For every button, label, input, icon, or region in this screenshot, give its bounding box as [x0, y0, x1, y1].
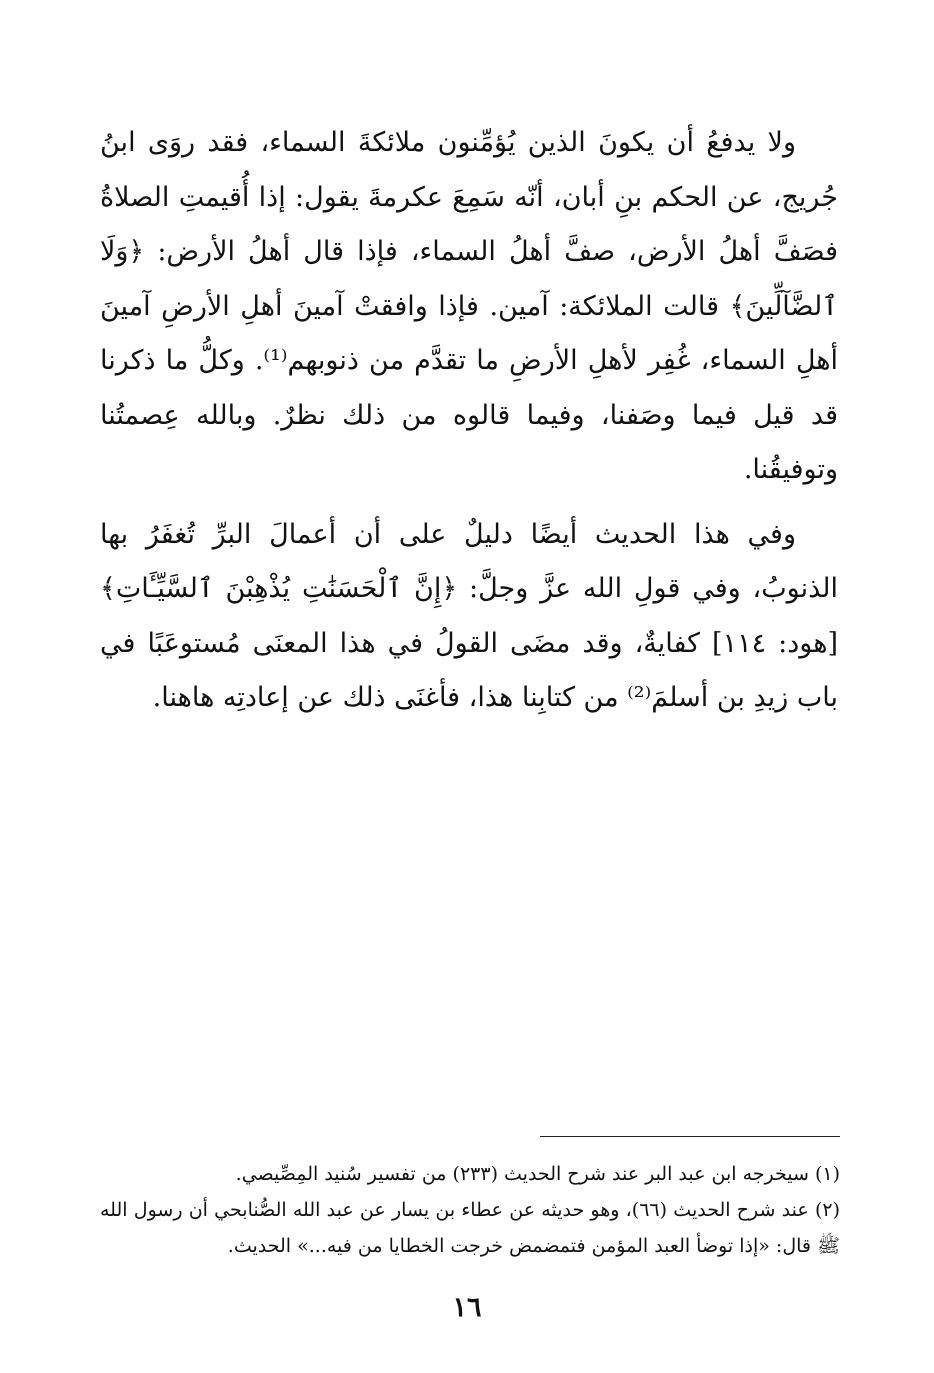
main-text-body: [100, 116, 838, 736]
footnotes: [100, 1156, 840, 1264]
page-number: ١٦: [452, 1292, 482, 1323]
footnote-1: (١) سيخرجه ابن عبد البر عند شرح الحديث (٢٣٣) من تفسير سُنيد المِصِّيصي.: [235, 1163, 840, 1185]
footnote-2: (٢) عند شرح الحديث (٦٦)، وهو حديثه عن عطاء بن يسار عن عبد الله الصُّنابحي أن رسول الله ﷺ قال: «إذا توضأ العبد المؤمن فتمضمض خرجت الخطايا من فيه...» الحديث.: [100, 1199, 840, 1257]
footnote-divider: [540, 1136, 840, 1137]
paragraph-1: ولا يدفعُ أن يكونَ الذين يُؤمِّنون ملائكةَ السماء، فقد روَى ابنُ جُريج، عن الحكم بنِ أبان، أنّه سَمِعَ عكرمةَ يقول: إذا أُقيمتِ الصلاةُ فصَفَّ أهلُ الأرض، صفَّ أهلُ السماء، فإذا قال أهلُ الأرض: ﴿وَلَا ٱلضَّآلِّينَ﴾ قالت الملائكة: آمين. فإذا وافقتْ آمينَ أهلِ الأرضِ آمينَ أهلِ السماء، غُفِر لأهلِ الأرضِ ما تقدَّم من ذنوبهم⁽¹⁾. وكلُّ ما ذكرنا قد قيل فيما وصَفنا، وفيما قالوه من ذلك نظرٌ. وبالله عِصمتُنا وتوفيقُنا.: [100, 127, 839, 485]
paragraph-2: وفي هذا الحديث أيضًا دليلٌ على أن أعمالَ البرِّ تُغفَرُ بها الذنوبُ، وفي قولِ الله عزَّ وجلَّ: ﴿إِنَّ ٱلْحَسَنَٰتِ يُذْهِبْنَ ٱلسَّيِّـَٔاتِ﴾ [هود: ١١٤] كفايةٌ، وقد مضَى القولُ في هذا المعنَى مُستوعَبًا في باب زيدِ بن أسلمَ⁽²⁾ من كتابِنا هذا، فأغنَى ذلك عن إعادتِه هاهنا.: [100, 518, 838, 713]
